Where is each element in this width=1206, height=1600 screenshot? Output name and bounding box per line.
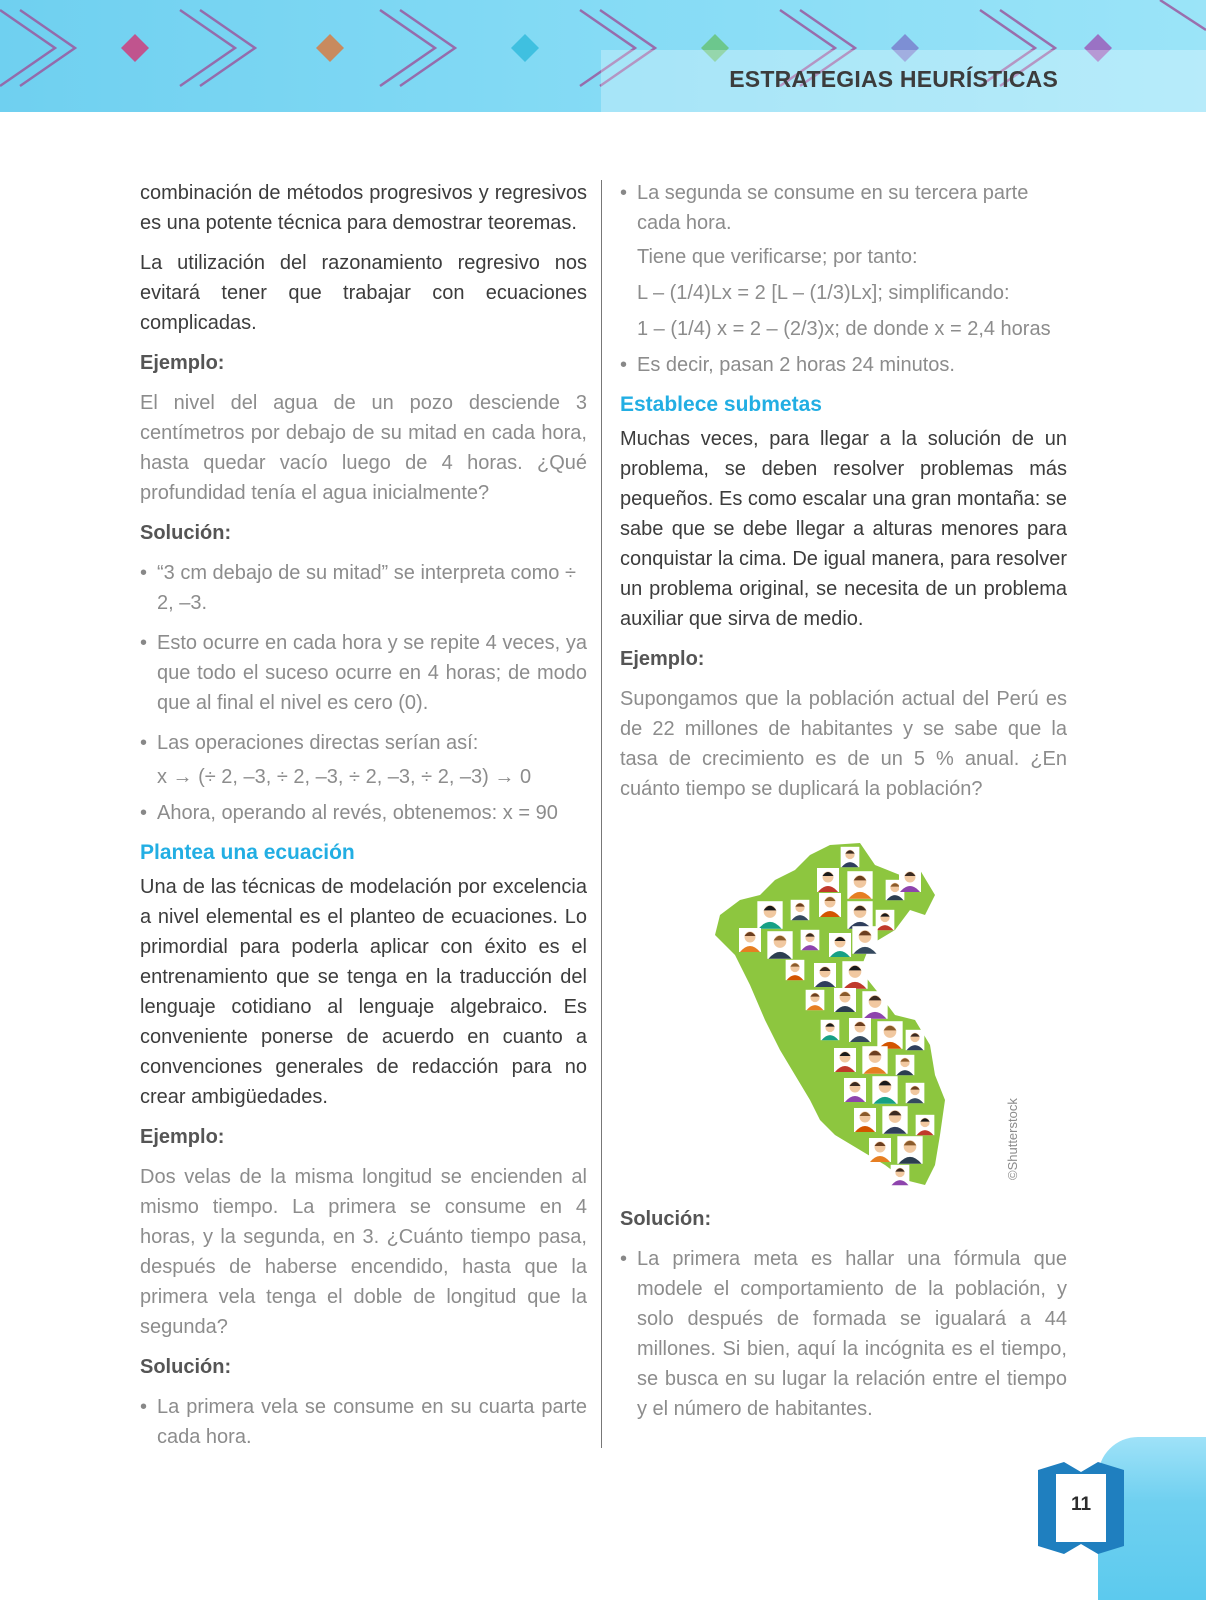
- solution-label: Solución:: [140, 522, 232, 544]
- bullet-item: • “3 cm debajo de su mitad” se interpreta como ÷ 2, –3.: [140, 558, 577, 618]
- person-avatar-icon: [819, 893, 841, 917]
- person-avatar-icon: [854, 1108, 876, 1132]
- person-avatar-icon: [767, 931, 792, 959]
- image-credit: ©Shutterstock: [1005, 1098, 1020, 1180]
- person-avatar-icon: [876, 910, 895, 930]
- formula-line: Tiene que verificarse; por tanto:: [637, 246, 918, 268]
- formula-line: x → (÷ 2, –3, ÷ 2, –3, ÷ 2, –3, ÷ 2, –3) → 0: [157, 766, 532, 788]
- person-avatar-icon: [739, 928, 761, 952]
- person-avatar-icon: [847, 901, 872, 929]
- bullet-item: • Es decir, pasan 2 horas 24 minutos.: [620, 350, 1067, 380]
- person-avatar-icon: [801, 930, 820, 950]
- bullet-item: • La segunda se consume en su tercera parte cada hora.: [620, 178, 1067, 238]
- person-avatar-icon: [897, 1136, 922, 1164]
- example-label: Ejemplo:: [620, 648, 705, 670]
- solution-label: Solución:: [620, 1208, 712, 1230]
- section-heading: Establece submetas: [620, 393, 822, 416]
- person-avatar-icon: [791, 900, 810, 920]
- bullet-item: • Ahora, operando al revés, obtenemos: x = 90: [140, 798, 587, 828]
- person-avatar-icon: [786, 960, 805, 980]
- peru-population-map-illustration: [710, 835, 1010, 1205]
- example-text: Dos velas de la misma longitud se encienden al mismo tiempo. La primera se consume en 4 horas, y la segunda, en 3. ¿Cuánto tiempo pasa, después de haberse encendido, hasta que la primera vela tenga el doble de longitud que la segunda?: [140, 1166, 587, 1338]
- person-avatar-icon: [814, 963, 836, 987]
- person-avatar-icon: [817, 868, 839, 892]
- paragraph: combinación de métodos progresivos y regresivos es una potente técnica para demostrar teoremas.: [140, 182, 587, 234]
- page-header: [0, 0, 1206, 112]
- person-avatar-icon: [891, 1165, 910, 1185]
- person-avatar-icon: [869, 1138, 891, 1162]
- paragraph: Una de las técnicas de modelación por excelencia a nivel elemental es el planteo de ecuaciones. Lo primordial para poderla aplicar con éxito es el entrenamiento que se tenga en la traducción del lenguaje cotidiano al lenguaje algebraico. Es conveniente ponerse de acuerdo en cuanto a convenciones generales de redacción para no crear ambigüedades.: [140, 876, 587, 1108]
- person-avatar-icon: [821, 1020, 840, 1040]
- right-column: [620, 178, 1067, 814]
- person-avatar-icon: [899, 868, 921, 892]
- paragraph: La utilización del razonamiento regresivo nos evitará tener que trabajar con ecuaciones complicadas.: [140, 252, 587, 334]
- person-avatar-icon: [834, 988, 856, 1012]
- person-avatar-icon: [862, 991, 887, 1019]
- formula-line: 1 – (1/4) x = 2 – (2/3)x; de donde x = 2,4 horas: [637, 318, 1051, 340]
- person-avatar-icon: [844, 1078, 866, 1102]
- formula-line: L – (1/4)Lx = 2 [L – (1/3)Lx]; simplificando:: [637, 282, 1010, 304]
- example-text: Supongamos que la población actual del Perú es de 22 millones de habitantes y se sabe que la tasa de crecimiento es de un 5 % anual. ¿En cuánto tiempo se duplicará la población?: [620, 688, 1067, 800]
- person-avatar-icon: [757, 901, 782, 929]
- bullet-item: • Las operaciones directas serían así:: [140, 728, 587, 758]
- peru-map-icon: [710, 835, 1010, 1205]
- header-diamond: [316, 34, 344, 62]
- person-avatar-icon: [906, 1030, 925, 1050]
- page-number: 11: [1070, 1494, 1092, 1515]
- right-column-lower: [620, 1204, 1067, 1434]
- column-divider: [601, 180, 602, 1448]
- example-label: Ejemplo:: [140, 352, 225, 374]
- person-avatar-icon: [916, 1115, 935, 1135]
- left-column: [140, 178, 587, 1462]
- bullet-item: • Esto ocurre en cada hora y se repite 4 veces, ya que todo el suceso ocurre en 4 horas; de modo que al final el nivel es cero (0).: [140, 628, 587, 718]
- person-avatar-icon: [906, 1083, 925, 1103]
- person-avatar-icon: [896, 1055, 915, 1075]
- paragraph: Muchas veces, para llegar a la solución de un problema, se deben resolver problemas más pequeños. Es como escalar una gran montaña: se sabe que se debe llegar a alturas menores para conquistar la cima. De igual manera, para resolver un problema original, se necesita de un problema auxiliar que sirva de medio.: [620, 428, 1067, 630]
- person-avatar-icon: [849, 1018, 871, 1042]
- person-avatar-icon: [806, 990, 825, 1010]
- person-avatar-icon: [834, 1048, 856, 1072]
- person-avatar-icon: [841, 847, 860, 867]
- bullet-item: • La primera vela se consume en su cuarta parte cada hora.: [140, 1392, 587, 1452]
- person-avatar-icon: [877, 1021, 902, 1049]
- person-avatar-icon: [872, 1076, 897, 1104]
- person-avatar-icon: [862, 1046, 887, 1074]
- person-avatar-icon: [842, 961, 867, 989]
- section-title: ESTRATEGIAS HEURÍSTICAS: [729, 66, 1058, 92]
- person-avatar-icon: [847, 871, 872, 899]
- bullet-item: • La primera meta es hallar una fórmula que modele el comportamiento de la población, y solo después de formada se igualará a 44 millones. Si bien, aquí la incógnita es el tiempo, se busca en su lugar la relación entre el tiempo y el número de habitantes.: [620, 1244, 1067, 1424]
- example-label: Ejemplo:: [140, 1126, 225, 1148]
- person-avatar-icon: [852, 926, 877, 954]
- example-text: El nivel del agua de un pozo desciende 3 centímetros por debajo de su mitad en cada hora, hasta quedar vacío luego de 4 horas. ¿Qué profundidad tenía el agua inicialmente?: [140, 392, 587, 504]
- solution-label: Solución:: [140, 1356, 232, 1378]
- section-heading: Plantea una ecuación: [140, 841, 355, 864]
- person-avatar-icon: [882, 1106, 907, 1134]
- header-diamond: [121, 34, 149, 62]
- header-diamond: [511, 34, 539, 62]
- person-avatar-icon: [829, 933, 851, 957]
